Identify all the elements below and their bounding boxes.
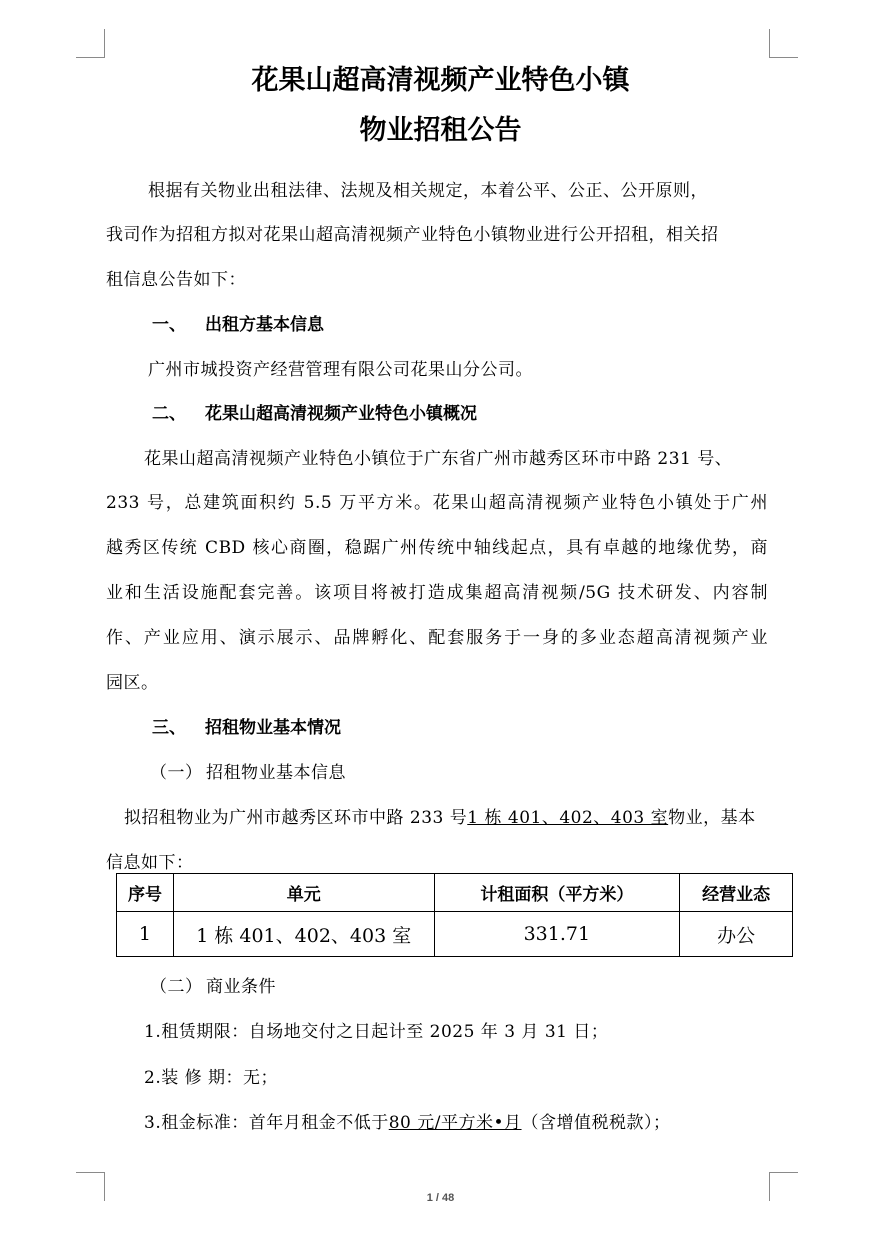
section2-heading: 花果山超高清视频产业特色小镇概况	[205, 404, 477, 424]
property-info-table	[116, 873, 793, 957]
section1-heading: 出租方基本信息	[205, 315, 324, 335]
page-number: 1 / 48	[426, 1192, 455, 1204]
rent-standard-prefix: 3.租金标准：首年月租金不低于	[144, 1113, 389, 1133]
property-unit-underlined: 1 栋 401、402、403 室	[467, 808, 669, 828]
section1-body: 广州市城投资产经营管理有限公司花果山分公司。	[148, 360, 533, 380]
section3-number: 三、	[152, 718, 186, 738]
intro-line-2: 我司作为招租方拟对花果山超高清视频产业特色小镇物业进行公开招租，相关招	[106, 225, 719, 245]
section2-line-6: 园区。	[106, 673, 159, 693]
rent-standard-suffix: （含增值税税款）；	[521, 1113, 671, 1133]
document-title-line1: 花果山超高清视频产业特色小镇	[251, 65, 630, 96]
section2-line-1: 花果山超高清视频产业特色小镇位于广东省广州市越秀区环市中路 231 号、	[144, 449, 733, 469]
section2-line-2: 233 号，总建筑面积约 5.5 万平方米。花果山超高清视频产业特色小镇处于广州	[106, 493, 768, 513]
section2-line-5: 作、产业应用、演示展示、品牌孵化、配套服务于一身的多业态超高清视频产业	[106, 628, 768, 648]
subsection2-number: （二）	[150, 977, 203, 997]
header-business-type: 经营业态	[680, 874, 793, 912]
cell-area: 331.71	[434, 912, 680, 957]
table-row	[117, 912, 793, 957]
cell-seq: 1	[117, 912, 174, 957]
subsection2-heading: 商业条件	[206, 977, 276, 997]
header-unit: 单元	[173, 874, 434, 912]
header-area: 计租面积（平方米）	[434, 874, 680, 912]
intro-line-1: 根据有关物业出租法律、法规及相关规定，本着公平、公正、公开原则，	[148, 181, 708, 201]
table-header-row	[117, 874, 793, 912]
property-description-line-2: 信息如下：	[106, 853, 194, 873]
property-description-suffix: 物业，基本	[668, 808, 756, 828]
document-title-line2: 物业招租公告	[359, 115, 522, 146]
intro-line-3: 租信息公告如下：	[106, 270, 246, 290]
subsection1-heading: 招租物业基本信息	[206, 763, 346, 783]
cell-business-type: 办公	[680, 912, 793, 957]
condition-lease-term: 1.租赁期限：自场地交付之日起计至 2025 年 3 月 31 日；	[144, 1022, 609, 1042]
cell-unit: 1 栋 401、402、403 室	[173, 912, 434, 957]
section2-number: 二、	[152, 404, 186, 424]
crop-mark-top-right	[769, 29, 798, 58]
header-seq: 序号	[117, 874, 174, 912]
rent-amount-underlined: 80 元/平方米•月	[388, 1113, 522, 1133]
condition-renovation-period: 2.装 修 期：无；	[144, 1068, 279, 1088]
property-description-line-1	[124, 803, 756, 828]
crop-mark-top-left	[76, 29, 105, 58]
section3-heading: 招租物业基本情况	[205, 718, 341, 738]
section2-line-4: 业和生活设施配套完善。该项目将被打造成集超高清视频/5G 技术研发、内容制	[106, 583, 768, 603]
property-description-prefix: 拟招租物业为广州市越秀区环市中路 233 号	[124, 808, 468, 828]
section2-line-3: 越秀区传统 CBD 核心商圈，稳踞广州传统中轴线起点，具有卓越的地缘优势，商	[106, 538, 768, 558]
condition-rent-standard	[144, 1108, 671, 1133]
section1-number: 一、	[152, 315, 186, 335]
subsection1-number: （一）	[150, 763, 203, 783]
